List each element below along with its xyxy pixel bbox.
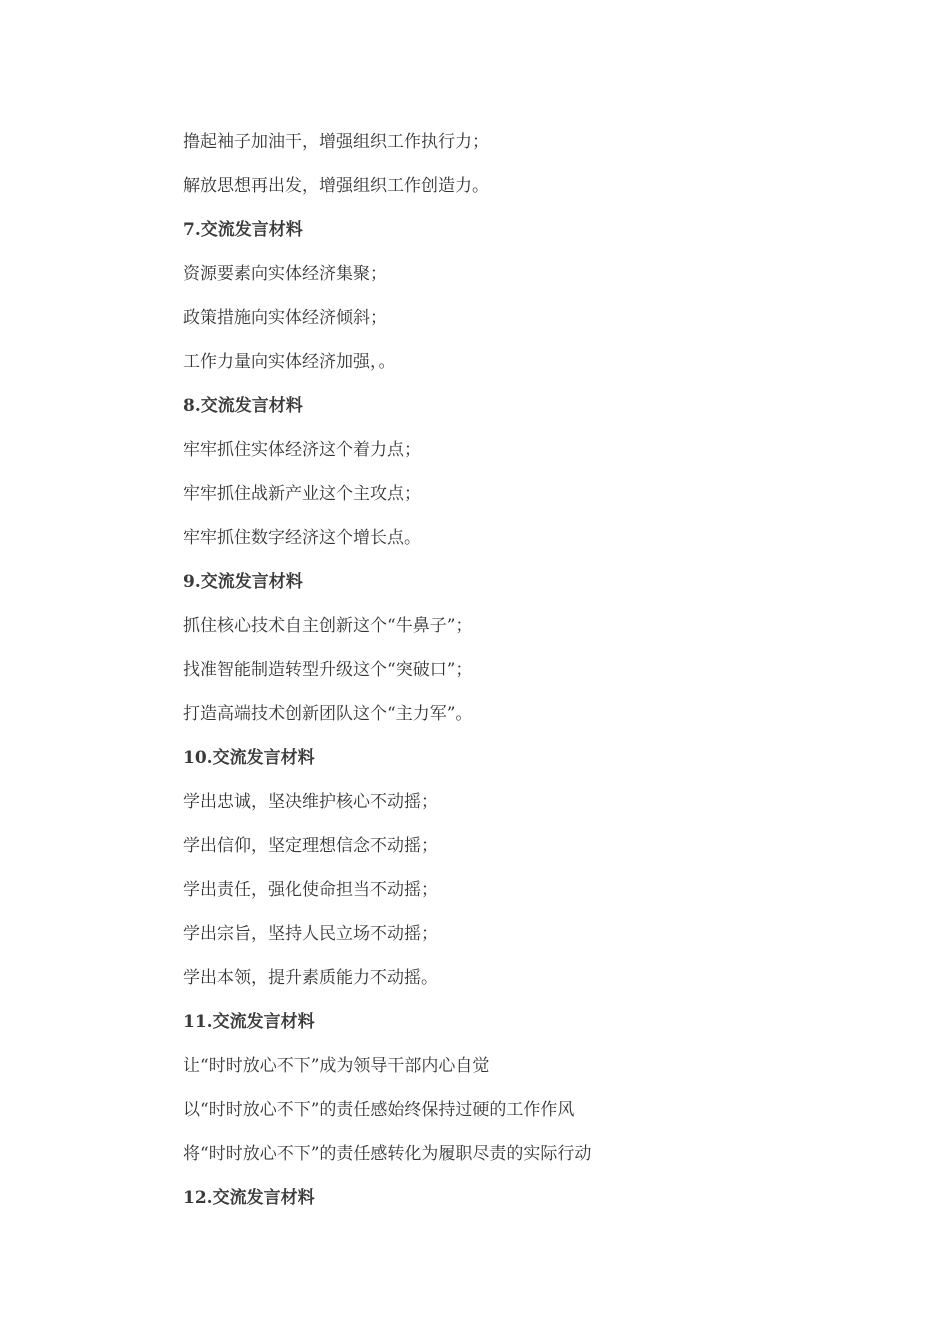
body-line: 抓住核心技术自主创新这个“牛鼻子”； <box>183 616 473 636</box>
body-line: 学出本领，提升素质能力不动摇。 <box>183 968 438 988</box>
body-line: 学出信仰，坚定理想信念不动摇； <box>183 836 438 856</box>
body-line: 学出忠诚，坚决维护核心不动摇； <box>183 792 438 812</box>
body-line: 撸起袖子加油干，增强组织工作执行力； <box>183 132 489 152</box>
body-line: 让“时时放心不下”成为领导干部内心自觉 <box>183 1056 490 1076</box>
body-line: 牢牢抓住战新产业这个主攻点； <box>183 484 421 504</box>
body-line: 找准智能制造转型升级这个“突破口”； <box>183 660 473 680</box>
body-line: 打造高端技术创新团队这个“主力军”。 <box>183 704 473 724</box>
body-line: 学出责任，强化使命担当不动摇； <box>183 880 438 900</box>
document-body <box>183 124 883 1224</box>
section-heading: 9.交流发言材料 <box>183 572 303 592</box>
section-heading: 7.交流发言材料 <box>183 220 303 240</box>
body-line: 以“时时放心不下”的责任感始终保持过硬的工作作风 <box>183 1100 575 1120</box>
body-line: 牢牢抓住实体经济这个着力点； <box>183 440 421 460</box>
section-heading: 12.交流发言材料 <box>183 1188 315 1208</box>
body-line: 政策措施向实体经济倾斜； <box>183 308 387 328</box>
body-line: 工作力量向实体经济加强，。 <box>183 352 396 372</box>
section-heading: 8.交流发言材料 <box>183 396 303 416</box>
body-line: 将“时时放心不下”的责任感转化为履职尽责的实际行动 <box>183 1144 592 1164</box>
body-line: 学出宗旨，坚持人民立场不动摇； <box>183 924 438 944</box>
section-heading: 10.交流发言材料 <box>183 748 315 768</box>
body-line: 资源要素向实体经济集聚； <box>183 264 387 284</box>
body-line: 牢牢抓住数字经济这个增长点。 <box>183 528 421 548</box>
section-heading: 11.交流发言材料 <box>183 1012 315 1032</box>
body-line: 解放思想再出发，增强组织工作创造力。 <box>183 176 489 196</box>
